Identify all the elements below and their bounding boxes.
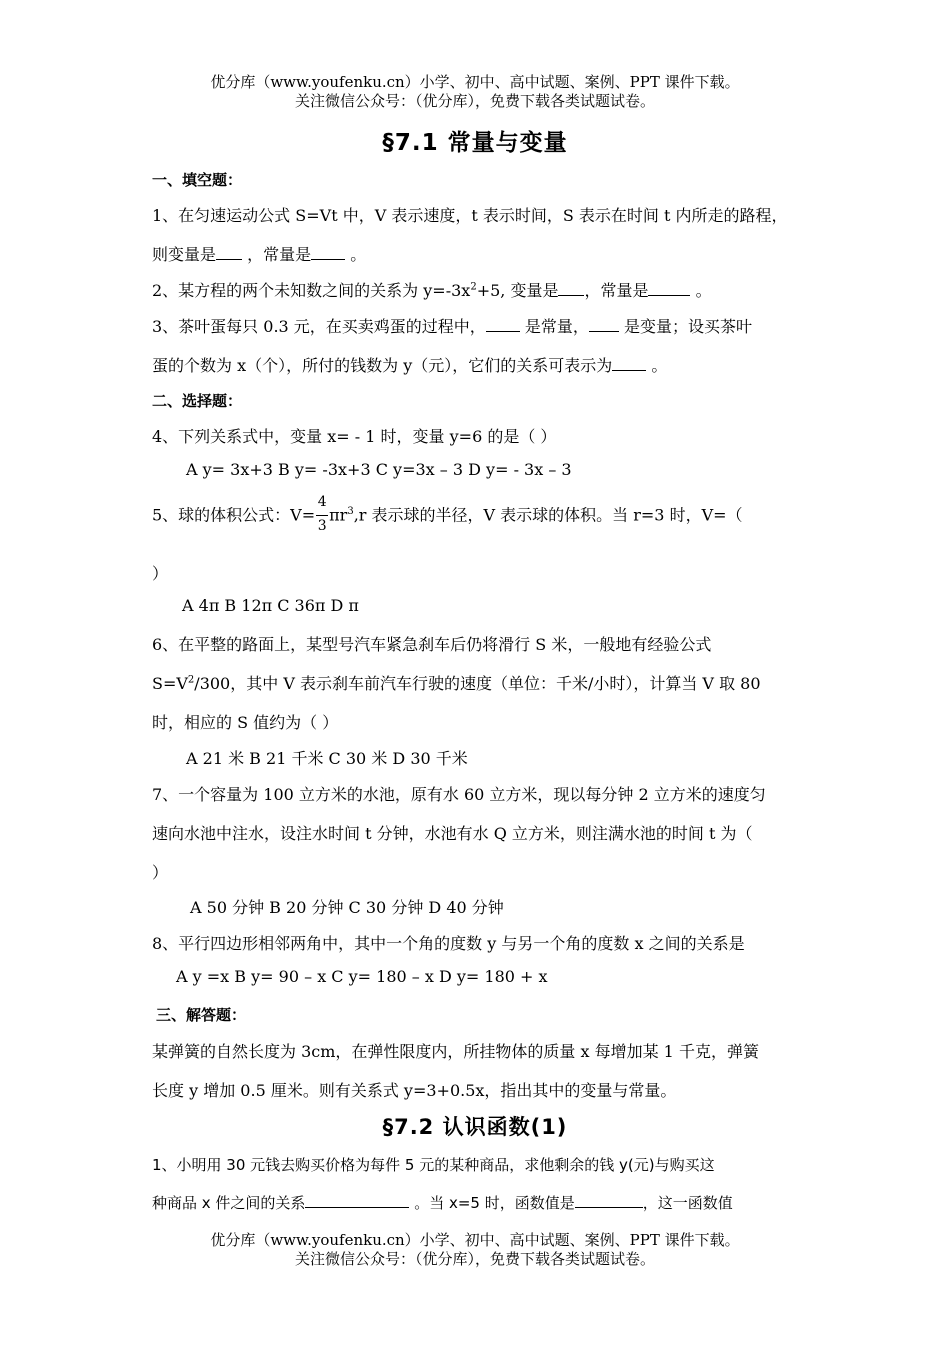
answer-blank	[305, 1193, 409, 1208]
section-answer-heading: 三、解答题：	[156, 1006, 247, 1024]
question-7-line-2: 速向水池中注水，设注水时间 t 分钟，水池有水 Q 立方米，则注满水池的时间 t 为（	[152, 824, 753, 843]
question-5-line-1: 5、球的体积公式：V= $\frac{4}{3}$ $\pi r^3,r$ 表示球的半径，V 表示球的体积。当 r=3 时，V=（	[152, 494, 743, 538]
question-6-options: A 21 米 B 21 千米 C 30 米 D 30 千米	[186, 749, 468, 768]
header-line-1: 优分库（www.youfenku.cn）小学、初中、高中试题、案例、PPT 课件下载。	[210, 73, 740, 91]
header-line-2: 关注微信公众号：（优分库），免费下载各类试题试卷。	[294, 92, 655, 110]
problem-line-1: 某弹簧的自然长度为 3cm，在弹性限度内，所挂物体的质量 x 每增加某 1 千克，弹簧	[152, 1042, 759, 1061]
section-title-7-1: §7.1 常量与变量	[382, 130, 568, 156]
question-8-stem: 8、平行四边形相邻两角中，其中一个角的度数 y 与另一个角的度数 x 之间的关系是	[152, 934, 745, 953]
question-7-options: A 50 分钟 B 20 分钟 C 30 分钟 D 40 分钟	[190, 898, 504, 917]
answer-blank	[311, 245, 345, 260]
question-6-line-3: 时，相应的 S 值约为（ ）	[152, 713, 339, 732]
question-6-line-1: 6、在平整的路面上，某型号汽车紧急刹车后仍将滑行 S 米，一般地有经验公式	[152, 635, 712, 654]
question-9-line-2: 种商品 x 件之间的关系 。当 x=5 时，函数值是 ，这一函数值	[152, 1194, 733, 1212]
answer-blank	[216, 245, 242, 260]
question-4-options: A y= 3x+3 B y= -3x+3 C y=3x – 3 D y= - 3x – 3	[186, 460, 572, 479]
answer-blank	[486, 317, 520, 332]
section-title-7-2: §7.2 认识函数(1)	[382, 1115, 568, 1139]
question-1-line-2: 则变量是 ，常量是 。	[152, 245, 367, 264]
section-fill-blank-heading: 一、填空题：	[152, 171, 243, 189]
problem-line-2: 长度 y 增加 0.5 厘米。则有关系式 y=3+0.5x，指出其中的变量与常量。	[152, 1081, 677, 1100]
question-5-options: A 4π B 12π C 36π D π	[182, 596, 359, 615]
fraction-four-thirds: $\frac{4}{3}$	[317, 494, 327, 534]
answer-blank	[558, 281, 584, 296]
question-7-line-1: 7、一个容量为 100 立方米的水池，原有水 60 立方米，现以每分钟 2 立方米的速度匀	[152, 785, 766, 804]
section-choice-heading: 二、选择题：	[152, 392, 243, 410]
question-3-line-2: 蛋的个数为 x（个），所付的钱数为 y（元），它们的关系可表示为 。	[152, 356, 668, 375]
footer-line-2: 关注微信公众号：（优分库），免费下载各类试题试卷。	[294, 1250, 655, 1268]
answer-blank	[612, 356, 646, 371]
footer-line-1: 优分库（www.youfenku.cn）小学、初中、高中试题、案例、PPT 课件下载。	[210, 1231, 740, 1249]
question-4-stem: 4、下列关系式中，变量 x= - 1 时，变量 y=6 的是（ ）	[152, 427, 557, 446]
question-2: 2、某方程的两个未知数之间的关系为 $y=-3x^2+5$, 变量是 ，常量是 。	[152, 281, 712, 300]
question-6-line-2: $S=V^2/300$，其中 V 表示刹车前汽车行驶的速度（单位：千米/小时），计算当 V 取 80	[152, 674, 761, 693]
question-8-options: A y =x B y= 90 – x C y= 180 – x D y= 180 + x	[176, 967, 548, 986]
answer-blank	[589, 317, 619, 332]
question-7-line-3: ）	[152, 863, 169, 882]
page-footer	[0, 1231, 950, 1269]
question-9-line-1: 1、小明用 30 元钱去购买价格为每件 5 元的某种商品，求他剩余的钱 y(元)与购买这	[152, 1156, 715, 1174]
answer-blank	[648, 281, 690, 296]
question-1-line-1: 1、在匀速运动公式 S=Vt 中，V 表示速度，t 表示时间，S 表示在时间 t 内所走的路程，	[152, 206, 788, 225]
question-3-line-1: 3、茶叶蛋每只 0.3 元，在买卖鸡蛋的过程中， 是常量， 是变量；设买茶叶	[152, 317, 753, 336]
question-5-line-2: ）	[152, 564, 169, 583]
answer-blank	[575, 1193, 643, 1208]
page-header	[0, 73, 950, 111]
